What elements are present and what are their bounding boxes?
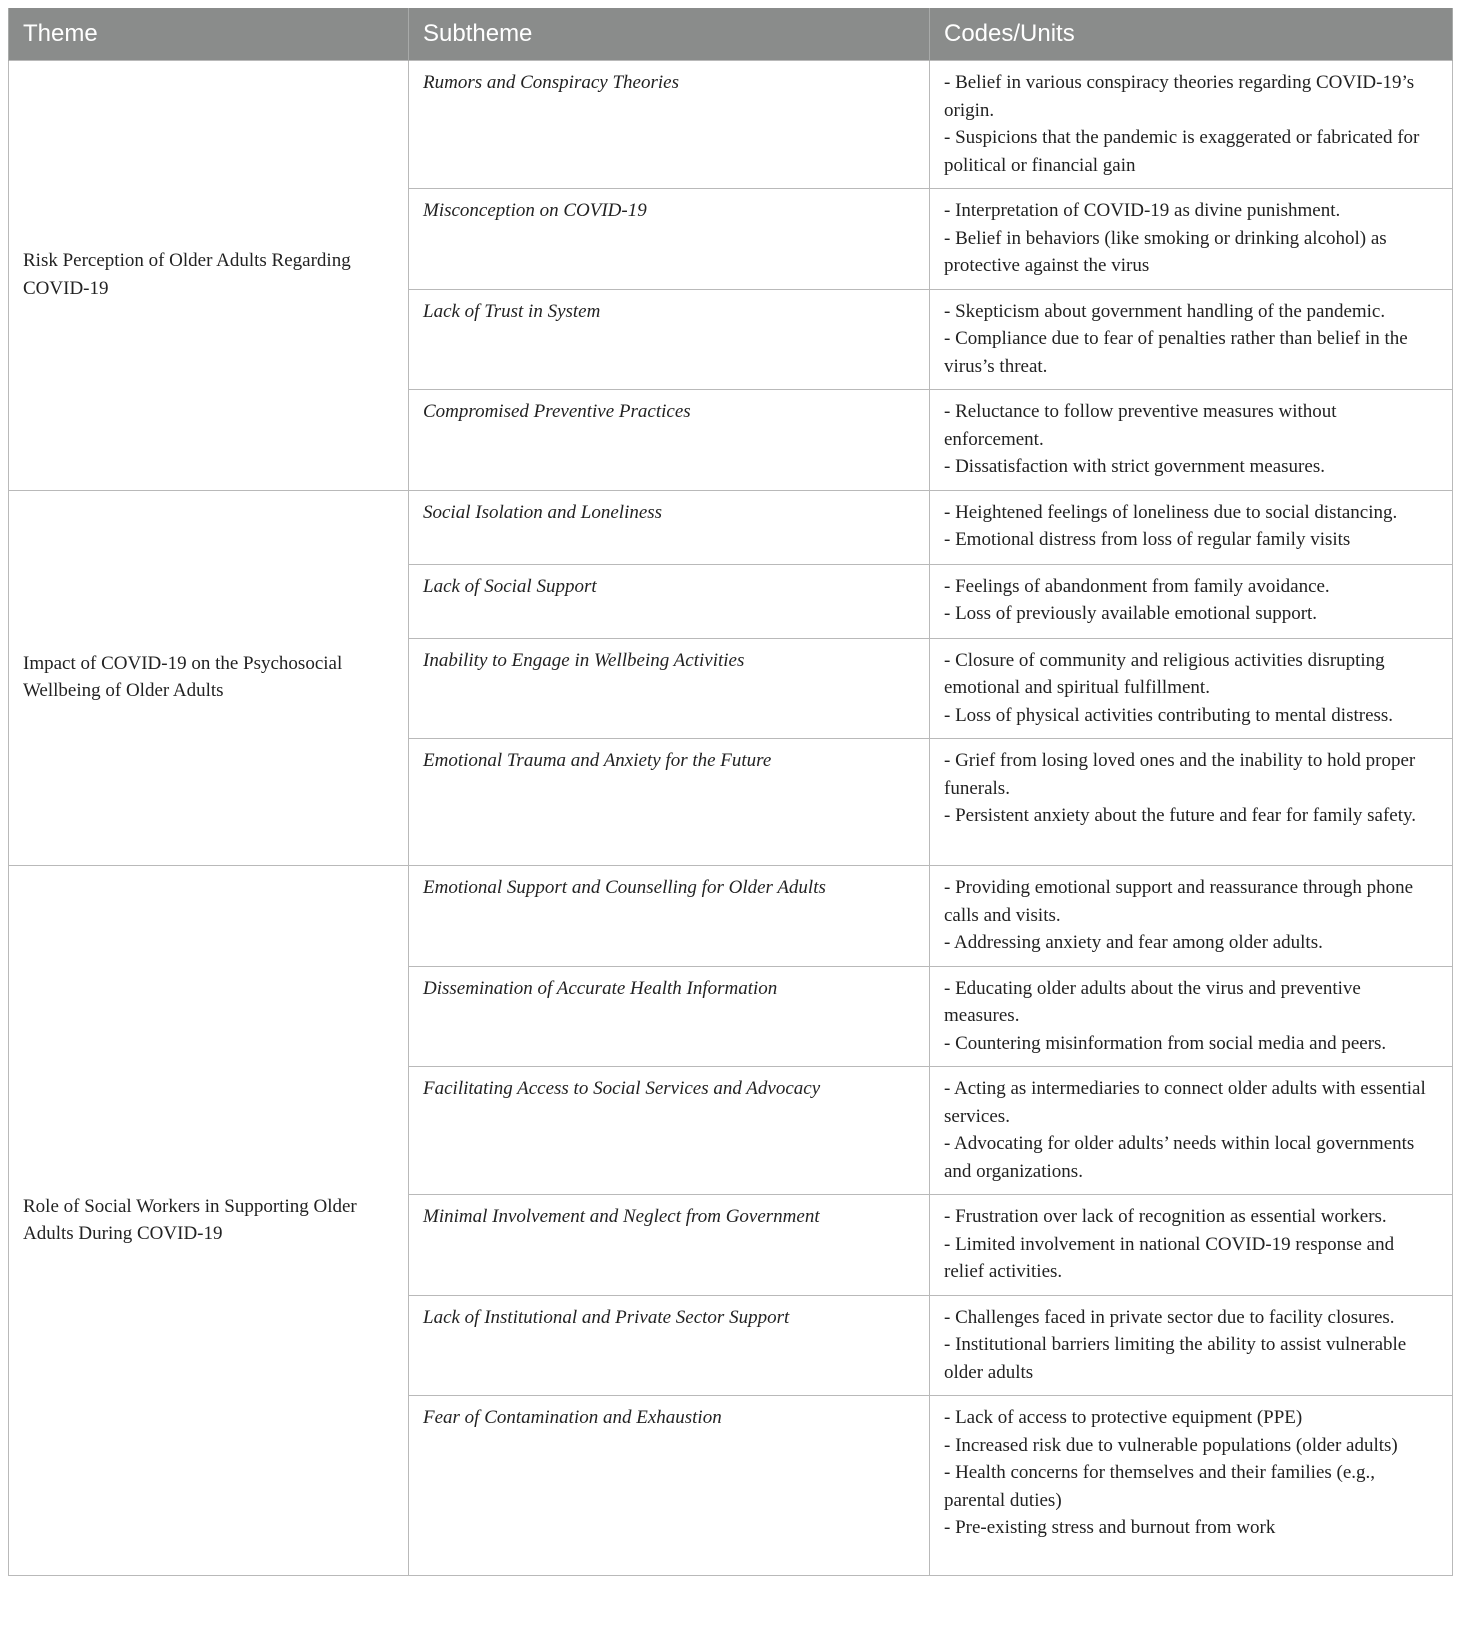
code-line: - Loss of physical activities contributing to mental distress. xyxy=(944,704,1394,726)
codes-cell xyxy=(930,289,1453,390)
table-row xyxy=(9,866,1453,967)
subtheme-cell: Lack of Social Support xyxy=(409,564,930,638)
code-line: - Advocating for older adults’ needs within local governments and organizations. xyxy=(944,1133,1415,1182)
theme-cell: Impact of COVID-19 on the Psychosocial Wellbeing of Older Adults xyxy=(9,490,409,866)
subtheme-cell: Lack of Institutional and Private Sector Support xyxy=(409,1295,930,1396)
code-line: - Limited involvement in national COVID-19 response and relief activities. xyxy=(944,1233,1395,1282)
header-row xyxy=(9,8,1453,61)
code-line: - Pre-existing stress and burnout from work xyxy=(944,1517,1276,1538)
code-line: - Belief in behaviors (like smoking or drinking alcohol) as protective against the virus xyxy=(944,227,1387,276)
subtheme-cell: Dissemination of Accurate Health Information xyxy=(409,966,930,1067)
table-row xyxy=(9,61,1453,189)
code-line: - Educating older adults about the virus and preventive measures. xyxy=(944,977,1361,1026)
codes-cell xyxy=(930,490,1453,564)
themes-table xyxy=(8,8,1453,1576)
code-line: - Compliance due to fear of penalties rather than belief in the virus’s threat. xyxy=(944,328,1408,377)
table-row xyxy=(9,490,1453,564)
codes-cell xyxy=(930,638,1453,739)
codes-cell xyxy=(930,1067,1453,1195)
theme-cell: Role of Social Workers in Supporting Older Adults During COVID-19 xyxy=(9,866,409,1576)
codes-cell xyxy=(930,1396,1453,1576)
codes-cell xyxy=(930,1195,1453,1296)
codes-cell xyxy=(930,1295,1453,1396)
code-line: - Heightened feelings of loneliness due to social distancing. xyxy=(944,501,1398,523)
code-line: - Emotional distress from loss of regular family visits xyxy=(944,529,1351,550)
code-line: - Dissatisfaction with strict government measures. xyxy=(944,456,1325,477)
code-line: - Health concerns for themselves and their families (e.g., parental duties) xyxy=(944,1462,1376,1511)
code-line: - Frustration over lack of recognition as essential workers. xyxy=(944,1206,1387,1227)
code-line: - Interpretation of COVID-19 as divine punishment. xyxy=(944,200,1341,221)
code-line: - Persistent anxiety about the future and fear for family safety. xyxy=(944,805,1417,826)
header-subtheme: Subtheme xyxy=(409,8,930,61)
header-codes: Codes/Units xyxy=(930,8,1453,61)
subtheme-cell: Minimal Involvement and Neglect from Government xyxy=(409,1195,930,1296)
subtheme-cell: Misconception on COVID-19 xyxy=(409,189,930,290)
code-line: - Belief in various conspiracy theories regarding COVID-19’s origin. xyxy=(944,72,1415,121)
codes-cell xyxy=(930,739,1453,866)
code-line: - Feelings of abandonment from family avoidance. xyxy=(944,575,1330,597)
code-line: - Institutional barriers limiting the ability to assist vulnerable older adults xyxy=(944,1334,1407,1383)
subtheme-cell: Fear of Contamination and Exhaustion xyxy=(409,1396,930,1576)
subtheme-cell: Rumors and Conspiracy Theories xyxy=(409,61,930,189)
subtheme-cell: Social Isolation and Loneliness xyxy=(409,490,930,564)
codes-cell xyxy=(930,189,1453,290)
code-line: - Grief from losing loved ones and the inability to hold proper funerals. xyxy=(944,750,1416,799)
code-line: - Loss of previously available emotional support. xyxy=(944,603,1318,624)
code-line: - Acting as intermediaries to connect older adults with essential services. xyxy=(944,1078,1426,1127)
subtheme-cell: Emotional Trauma and Anxiety for the Future xyxy=(409,739,930,866)
code-line: - Lack of access to protective equipment (PPE) xyxy=(944,1407,1303,1428)
code-line: - Countering misinformation from social media and peers. xyxy=(944,1032,1387,1054)
subtheme-cell: Emotional Support and Counselling for Older Adults xyxy=(409,866,930,967)
code-line: - Increased risk due to vulnerable populations (older adults) xyxy=(944,1434,1398,1456)
subtheme-cell: Compromised Preventive Practices xyxy=(409,390,930,491)
code-line: - Providing emotional support and reassurance through phone calls and visits. xyxy=(944,877,1414,926)
code-line: - Reluctance to follow preventive measures without enforcement. xyxy=(944,401,1337,450)
code-line: - Challenges faced in private sector due to facility closures. xyxy=(944,1306,1395,1328)
code-line: - Closure of community and religious activities disrupting emotional and spiritual fulfillment. xyxy=(944,649,1385,698)
subtheme-cell: Facilitating Access to Social Services and Advocacy xyxy=(409,1067,930,1195)
subtheme-cell: Inability to Engage in Wellbeing Activities xyxy=(409,638,930,739)
codes-cell xyxy=(930,390,1453,491)
code-line: - Suspicions that the pandemic is exaggerated or fabricated for political or financial gain xyxy=(944,127,1420,176)
header-theme: Theme xyxy=(9,8,409,61)
code-line: - Addressing anxiety and fear among older adults. xyxy=(944,932,1323,953)
codes-cell xyxy=(930,564,1453,638)
theme-cell: Risk Perception of Older Adults Regarding COVID-19 xyxy=(9,61,409,491)
codes-cell xyxy=(930,61,1453,189)
codes-cell xyxy=(930,866,1453,967)
subtheme-cell: Lack of Trust in System xyxy=(409,289,930,390)
codes-cell xyxy=(930,966,1453,1067)
code-line: - Skepticism about government handling of the pandemic. xyxy=(944,300,1386,322)
